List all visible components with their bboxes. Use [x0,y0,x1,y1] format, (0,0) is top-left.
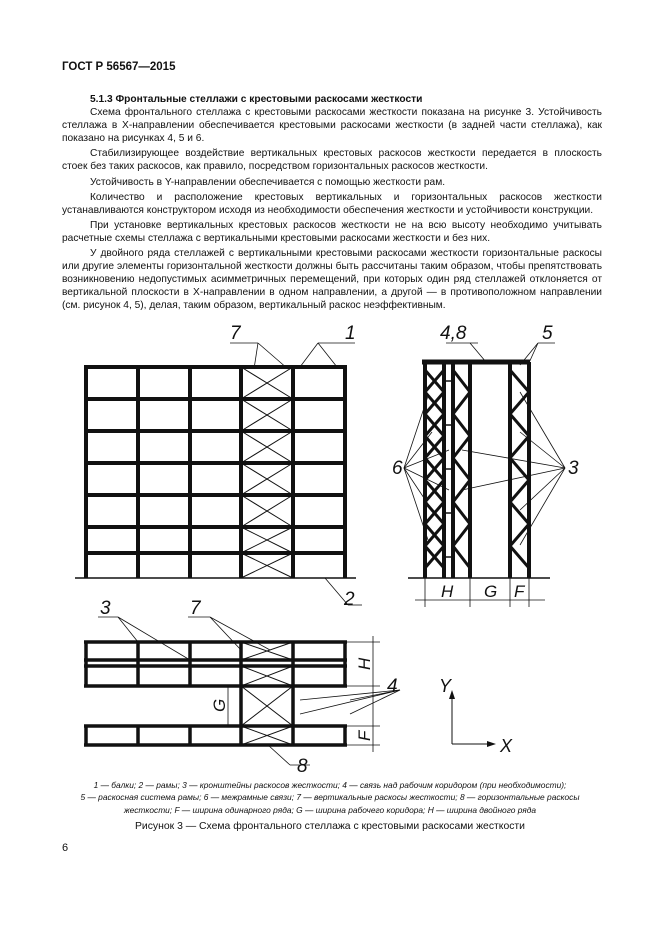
paragraph: Устойчивость в Y-направлении обеспечивается с помощью жесткости рам. [90,176,446,188]
plan-view [84,617,400,765]
axis-X-label: X [500,736,513,756]
label-5: 5 [542,323,553,344]
dim-F: F [514,582,525,601]
paragraph: При установке вертикальных крестовых раскосов жесткости не на всю высоту необходимо учитывать расчетные схемы стеллажа с вертикальными крестовыми раскосами жесткости и без них. [62,219,602,244]
legend-line: 5 — раскосная система рамы; 6 — межрамные связи; 7 — вертикальные раскосы жесткости; 8 — горизонтальные раскосы [80,792,580,803]
figure-legend [60,779,600,816]
paragraph: Количество и расположение крестовых вертикальных и горизонтальных раскосов жесткости устанавливаются конструктором исходя из необходимости обеспечения жесткости и устойчивости конструкции. [62,191,602,216]
label-6: 6 [392,458,403,479]
legend-line: жесткости; F — ширина одинарного ряда; G — ширина рабочего коридора; H — ширина двойного ряда [123,804,537,815]
plan-dim-G: G [210,698,229,712]
plan-label-8: 8 [297,756,308,777]
paragraph: Стабилизирующее воздействие вертикальных крестовых раскосов жесткости передается в плоскость стоек без таких раскосов, как правило, посредством горизонтальных раскосов жесткости. [62,148,602,173]
page-number: 6 [62,842,69,854]
legend-line: 1 — балки; 2 — рамы; 3 — кронштейны раскосов жесткости; 4 — связь над рабочим коридором (при необходимости); [93,780,567,790]
plan-dim-F: F [355,730,374,741]
plan-label-3: 3 [100,598,111,619]
paragraph: Схема фронтального стеллажа с крестовыми раскосами жесткости показана на рисунке 3. Устойчивость стеллажа в X-направлении обеспечивается крестовыми раскосами жесткости (в задней части стеллажа), как показано на рисунках 4, 5 и 6. [62,107,602,145]
label-7: 7 [230,323,241,344]
dim-G: G [484,582,498,601]
section-heading: 5.1.3 Фронтальные стеллажи с крестовыми раскосами жесткости [90,94,423,105]
front-view [75,343,362,605]
figure-caption: Рисунок 3 — Схема фронтального стеллажа с крестовыми раскосами жесткости [135,821,525,832]
paragraph: У двойного ряда стеллажей с вертикальными крестовыми раскосами жесткости горизонтальные раскосы или другие элементы горизонтальной жесткости должны быть рассчитаны таким образом, чтобы препятствовать возникновению недопустимых асимметричных перемещений, при которых один ряд стеллажей отклоняется от вертикальной плоскости в X-направлении в одном направлении, а другой — в противоположном направлении (см. рисунок 4, 5), делая, таким образом, вертикальный раскос неэффективным. [62,248,602,312]
side-view [404,343,565,607]
label-3: 3 [568,458,579,479]
plan-label-4: 4 [387,676,398,697]
xy-axes [449,690,496,747]
label-4-8: 4,8 [440,323,467,344]
axis-Y-label: Y [439,676,452,696]
plan-label-7: 7 [190,598,201,619]
document-header: ГОСТ Р 56567—2015 [62,61,176,73]
plan-dim-H: H [355,657,374,670]
label-1: 1 [345,323,356,344]
dim-H: H [441,582,454,601]
label-2: 2 [344,589,355,610]
